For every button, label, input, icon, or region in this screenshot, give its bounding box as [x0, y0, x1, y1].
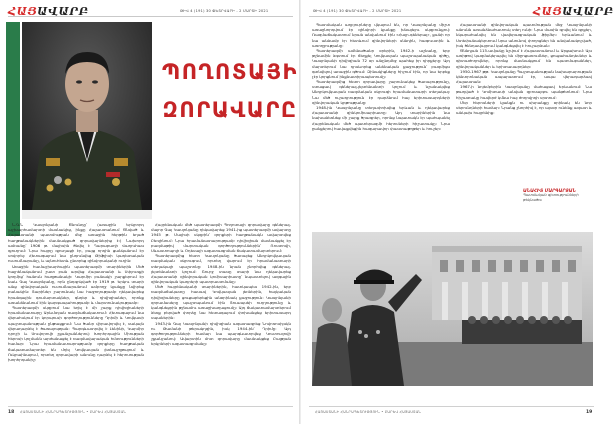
paragraph: 1943-ին Գայ Կասլոնյանի դիվիզիան ազատագրեց Նովոռոսիյսկն ու Թամանի թերակղզին, իսկ 1944-ին՝ Ղրիմը։ Այդ գործողությունների համար նա պարգևատրվեց Կուտուզովի շքանշանով։ Ավարտին մոտ զորավարը մասնակցեց Բալթյան երկրների ազատագրմանը։ — [151, 320, 291, 347]
masthead-brand-black: ԱՎԱՐԲ — [562, 5, 613, 18]
paragraph: 1950-1967 թթ. Կասլոնյանը Պաշտպանության նախարարության կենտրոնական ապարատում էր, ապա վերադարձավ Հայաստան։ — [456, 68, 592, 85]
article-title — [160, 60, 300, 122]
paragraph: Պատերազմից հետո Կասլոնյանը ծառայեց Անդրկովկասյան ռազմական օկրուգում, որտեղ վարում էր հրամանատարի տեղակալի պաշտոնը։ 1948-ին նրան շնորհվեց գեներալ-լեյտենանտի կոչում։ Շուրջ տասը տարի նա ղեկավարեց Հայաստանի զինվորական կոմիսարիատը՝ նպաստելով ազգային զինվորական կադրերի պատրաստմանը։ — [151, 253, 291, 285]
portrait-caption-strip — [22, 210, 152, 219]
paragraph: 1967-ի նոյեմբերին Կասլոնյանը մահացավ Երևանում։ Նա թաղված է Կոմիտասի անվան զբոսայգու պանթեոնում։ Նրա հիշատակը հավերժ կմնա հայ ժողովրդի սրտում։ — [456, 84, 592, 100]
title-line-1: ՊՈՂՈՏԱՅԻ — [161, 60, 298, 84]
left-footer: ՀԱՅԱՍՏԱՆԻ ՀԱՆՐԱՊԵՏՈՒԹՅՈՒՆ • ԲԱՐԵՎ ՀԱՅԱՍՏԱՆ — [20, 410, 127, 414]
right-footer-rule — [309, 406, 594, 407]
paragraph: 1948-ին Կասլոնյանը տեղափոխվեց Երևան և ղեկավարեց Հայաստանի զինկոմիսարիատը։ Այդ տարիներին նա նախաձեռնեց մի շարք ծրագրեր, որոնց նպատակն էր պահպանել Հայրենական մեծ պատերազմի հերոսների հիշատակը։ Նրա ջանքերով հավաքվեցին հազարավոր փաստաթղթեր և հուշեր։ — [312, 105, 450, 131]
paragraph: Պատմական աղբյուրները վկայում են, որ Կասլոնյանը միշտ առաջնորդվում էր զինվորի կյանքը խնայելու սկզբունքով։ Ռազմաճակատում նրան անվանում էին «Հայր-գեներալ», քանի որ նա անձամբ էր հետևում զինվորների սննդին, հագուստին և առողջությանը։ — [312, 22, 450, 48]
masthead-brand-red: ՀԱՅ — [533, 5, 563, 18]
right-footer: ՀԱՅԱՍՏԱՆԻ ՀԱՆՐԱՊԵՏՈՒԹՅՈՒՆ • ԲԱՐԵՎ ՀԱՅԱՍՏԱՆ — [315, 410, 422, 414]
masthead-brand-black: ԱՎԱՐԲ — [37, 5, 89, 18]
anniversary-banner — [6, 22, 20, 236]
right-page-number: 19 — [586, 410, 593, 415]
historical-photo — [312, 232, 593, 386]
byline-role: Պատմական գիտությունների թեկնածու — [523, 193, 579, 202]
left-page — [0, 0, 299, 424]
parade-photo-image — [312, 232, 593, 386]
paragraph: Ծննդյան 115-ամյակը նշվում է Հայաստանում և Արցախում։ Այս առիթով կազմակերպվել են միջոցառումներ, ցուցահանդեսներ և գիտաժողովներ, որոնց մասնակցում են պատմաբաններ, զինվորականներ և երիտասարդներ։ — [456, 47, 592, 69]
paragraph: Պատերազմից հետո զորավարը շարունակեց ծառայությունը, ստացավ գեներալ-լեյտենանտի կոչում և նշանակվեց Անդրկովկասյան ռազմական օկրուգի հրամանատարի տեղակալ։ Նա մեծ ուշադրություն էր դարձնում հայ երիտասարդների զինվորական կրթությանը։ — [312, 79, 450, 105]
article-byline — [523, 188, 597, 203]
left-footer-rule — [8, 406, 293, 407]
right-issue-line: ԹԻՎ 4 (191) 30 ՓԵՏՐՎԱՐԻ - 2 ՄԱՐՏԻ 2021 — [313, 9, 402, 13]
paragraph: Ն.Գ.Ն Կասլոնյանի Ծնունդը՝ (առաջին Երկրորդ աշխարհամարտի մասնակից, ինքը Հայաստանում Ծնված և Հայաստանի պատմության մեջ առաջին հերթին եղած հաղթանակներին մասնակցած զորավարներից է։) Նախորդ ամռանը՝ 1906 թ. մայիսին ծնվել է Ղարաբաղի Վաղուհաս գյուղում։ Նրա հայրը գյուղացի էր, բայց որդին ցանկանում էր սովորել։ Հետագայում նա ընդունվեց Թիֆլիսի կադետական ուսումնարանը, և այնուհետև ընտրեց զինվորականի ուղին։ — [8, 222, 144, 264]
paragraph: Մեծ հայրենականի տարիներին, հատկապես 1942-ին, երբ ռազմաճակատը հասավ Կովկասյան լեռներին, հայկական դիվիզիաները ցուցաբերեցին անօրինակ քաջություն։ Կասլոնյանի զորամասերը պաշտպանում էին Տուապսեի ուղղությունը և կանգնեցրին թշնամու առաջխաղացումը։ Այդ ճակատամարտերում ձեռք բերված փորձը նա հետագայում փոխանցեց երիտասարդ սպաներին։ — [151, 284, 291, 321]
title-line-2: ԶՈՐԱՎԱՐԸ — [162, 98, 298, 122]
paragraph: Պատերազմի սկզբում նա եղել է մի շարք դիվիզիաների հրամանատարը Արևմտյան ռազմաճակատում։ Հետագայում նա վերահսկում էր կորպուսի գործողությունները Ղրիմի և Կովկասի պաշտպանության ընթացքում։ Նա ծանր վիրավորվել է, սակայն վերադարձել է ծառայության։ Պարգևատրվել է Լենինի, Կարմիր դրոշի և Սուվորովի շքանշաններով։ Խորհրդային Միության հերոսի կոչմանն արժանացել է ռազմավարական հմտությունների համար։ Նրա հրամանատարությամբ զորքերը հաղթական ճակատամարտեր են մղել Կովկասյան լեռնաշղթայում և Ուկրաինայում, որտեղ զորավարի անունը դարձել է հերոսության խորհրդանիշ։ — [8, 305, 144, 362]
paragraph: Պատերազմի ամենածանր օրերին, 1942-ի աշնանը, երբ թշնամին ձգտում էր ճեղքել Կովկասյան պաշտպանական գիծը, Կասլոնյանի դիվիզիան 72 օր անընդմեջ պահեց իր դիրքերը։ Այդ մարտերում նա դրսևորեց անձնական քաջություն՝ բազմիցս գտնվելով առաջին գծում։ Զինակիցները հիշում էին, որ նա երբեք չէր կորցնում ինքնատիրապետումը։ — [312, 47, 450, 79]
paragraph: Հայրենական մեծ պատերազմի Պողոտայի զորավարը գեներալ-մայոր Գայ Կասլոնյանը ղեկավարեց 1941-ից պատերազմի ավարտը 1945 թ. Մայիսի սկզբին՝ զորքերի հաղթանակն ավարտվեց Բեռլինում։ Նրա հրամանատարությամբ դիվիզիան մասնակցել էր բազմաթիվ մարտական գործողություններին՝ Ռոստովի, Սևաստոպոլի և Օդեսայի ազատագրման ճակատամարտերում։ — [151, 222, 291, 253]
right-column-2 — [456, 22, 592, 182]
paragraph: Հայաստանի զինվորական պատմության մեջ Կասլոնյանի անունն առանձնահատուկ տեղ ունի։ Նրա մասին գրվել են գրքեր, նկարահանվել են վավերագրական ֆիլմեր։ Երևանում և Ստեփանակերտում նրա անունով փողոցներ են անվանակոչված, իսկ ծննդավայրում կանգնեցվել է հուշարձան։ — [456, 22, 592, 48]
left-issue-line: ԹԻՎ 4 (191) 30 ՓԵՏՐՎԱՐԻ - 2 ՄԱՐՏԻ 2021 — [180, 9, 269, 13]
right-header-rule — [309, 16, 594, 17]
left-column-2 — [151, 222, 291, 402]
left-page-number: 18 — [8, 410, 15, 415]
masthead-brand-red: ՀԱՅ — [8, 5, 38, 18]
byline-name: ԱՆԱՀԻՏ ՄԱՐԳԱՐՅԱՆ — [523, 188, 576, 193]
portrait-image — [22, 22, 152, 210]
left-column-1 — [8, 222, 144, 402]
general-portrait — [22, 22, 152, 210]
paragraph: Մեր հերոսների կյանքն ու սխրանքը օրինակ են նոր սերունդների համար։ Նրանց շնորհիվ է, որ այսօր ունենք ազատ և անկախ հայրենիք։ — [456, 99, 592, 116]
right-column-1 — [312, 22, 450, 230]
left-header-rule — [8, 16, 293, 17]
paragraph: Առաջին համաշխարհային պատերազմի տարիներին Մեծ հայրենականում շատ բան արվեց Հայաստանի և Սփյուռքի կողմից՝ հանուն հաղթանակի։ Կարմիր բանակի շարքերում էր նաև Գայ Կասլոնյանը, որն ընդգրկված էր 1919 թ. Երկու տարի անց զինվորական ուսումնարանում ամբողջ կյանքը նվիրեց բանակին։ Տարիներ շարունակ նա հաջողությամբ ղեկավարեց հրաձգային գումարտակներ, գնդեր և դիվիզիաներ, որոնք առանձնանում էին կարգապահությամբ և մարտունակությամբ։ — [8, 263, 144, 305]
